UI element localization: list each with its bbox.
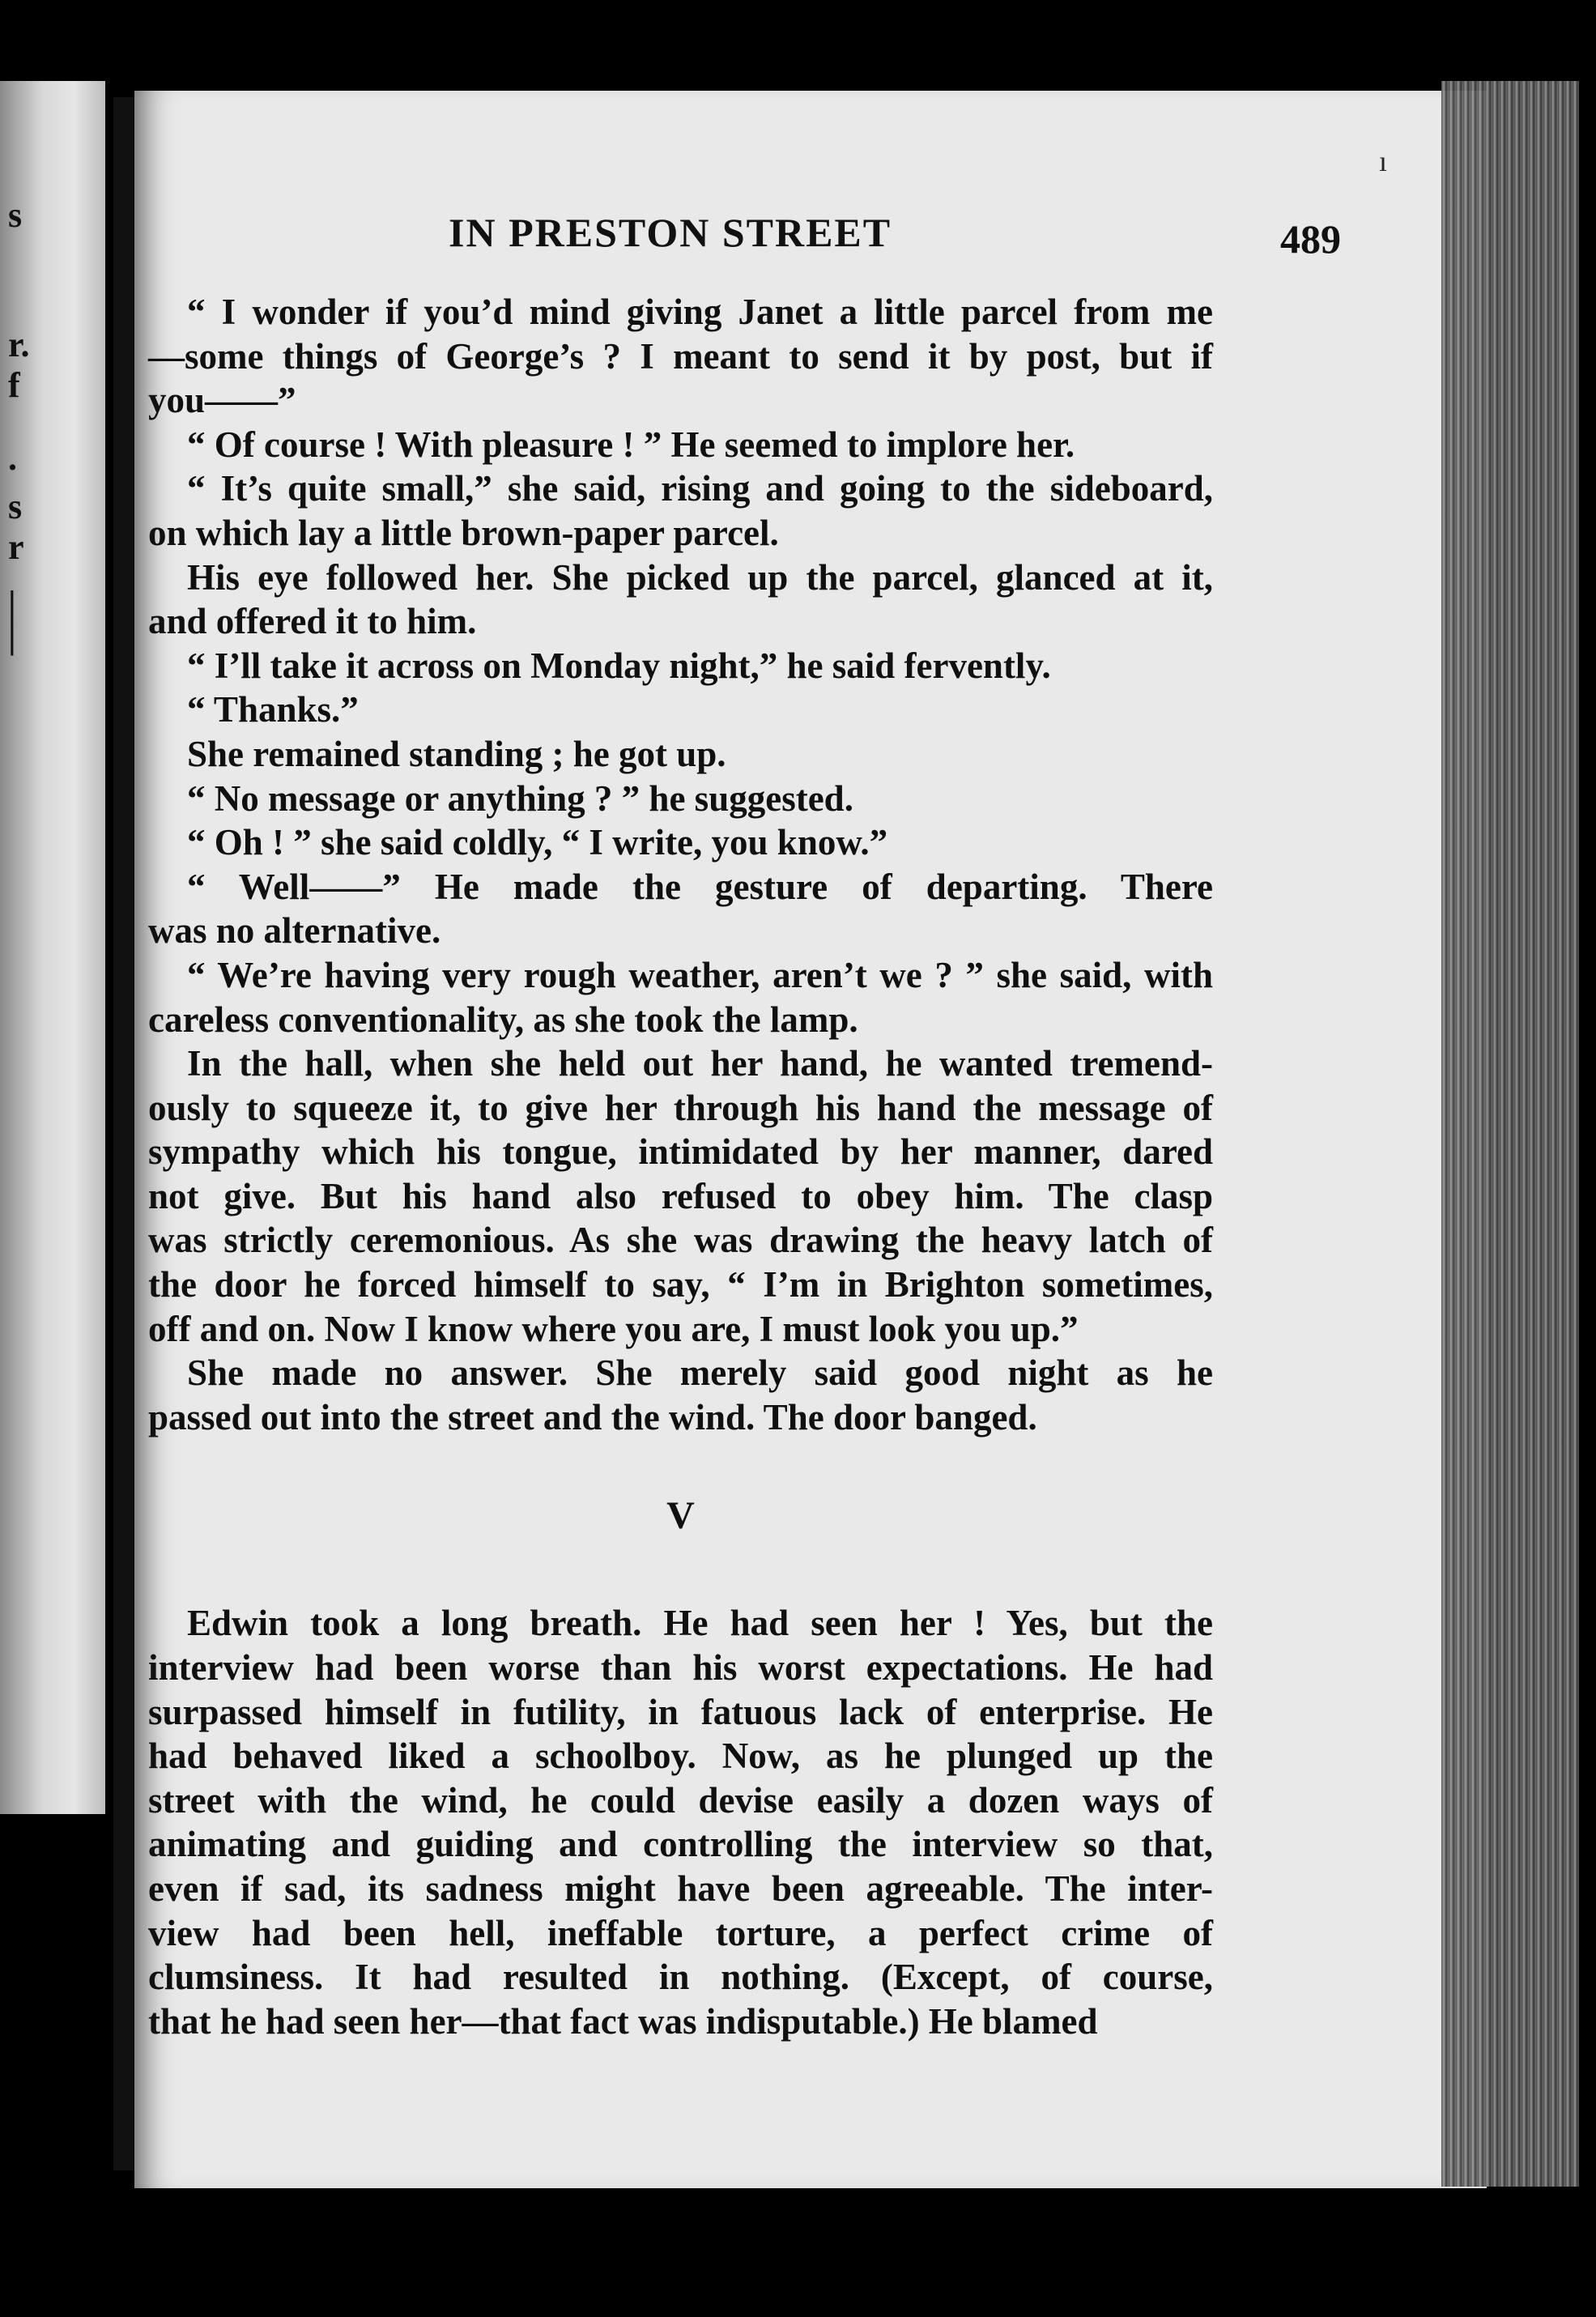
paragraph [148,953,1213,1041]
paragraph [148,423,1213,467]
facing-page-edge [0,81,113,1814]
text-line: “ I wonder if you’d mind giving Janet a little parcel from me [187,292,1213,332]
paragraph [148,1351,1213,1439]
running-head: IN PRESTON STREET [449,210,892,255]
paragraph [148,820,1213,865]
paragraph [148,777,1213,821]
text-line: you——” [148,380,296,421]
body-text [148,290,1213,2043]
text-line: His eye followed her. She picked up the parcel, glanced at it, [187,556,1213,598]
text-line: “ Of course ! With pleasure ! ” He seemed to implore her. [187,424,1075,465]
text-line: was strictly ceremonious. As she was drawing the heavy latch of [148,1220,1213,1261]
text-line: ously to squeeze it, to give her through his hand the message of [148,1087,1213,1128]
paragraph [148,1041,1213,1351]
facing-page-fragment: | [8,584,16,624]
text-line: surpassed himself in futility, in fatuous lack of enterprise. He [148,1691,1213,1732]
text-line: view had been hell, ineffable torture, a perfect crime of [148,1912,1213,1953]
paragraph [148,466,1213,555]
text-line: —some things of George’s ? I meant to send it by post, but if [148,335,1213,377]
text-line: “ No message or anything ? ” he suggested. [187,777,853,819]
text-line: interview had been worse than his worst expectations. He had [148,1647,1213,1689]
facing-page-fragment: | [8,616,16,656]
paragraph [148,290,1213,423]
facing-page-fragment: s [8,195,23,235]
section-v-opening [148,1601,1213,2043]
text-line: on which lay a little brown-paper parcel. [148,512,779,553]
section-break [148,1439,1213,1601]
text-line: “ Thanks.” [187,689,359,730]
paragraph [148,732,1213,777]
page-number: 489 [1280,216,1341,262]
text-line: careless conventionality, as she took the lamp. [148,999,858,1040]
text-line: that he had seen her—that fact was indisputable.) He blamed [148,2000,1098,2042]
text-line: She remained standing ; he got up. [187,733,726,774]
text-line: sympathy which his tongue, intimidated by her manner, dared [148,1131,1213,1173]
text-line: was no alternative. [148,910,441,952]
text-line: “ I’ll take it across on Monday night,” he said fervently. [187,645,1051,686]
text-line: animating and guiding and controlling the interview so that, [148,1824,1213,1865]
text-line: “ Well——” He made the gesture of departing. There [187,866,1213,907]
paragraph [148,865,1213,953]
paragraph [148,644,1213,688]
text-line: “ It’s quite small,” she said, rising and going to the sideboard, [187,468,1213,509]
paragraph [148,1601,1213,2043]
text-line: the door he forced himself to say, “ I’m in Brighton sometimes, [148,1264,1213,1305]
text-line: not give. But his hand also refused to obey him. The clasp [148,1175,1213,1216]
facing-page-fragment: s [8,487,23,526]
text-line: even if sad, its sadness might have been agreeable. The inter- [148,1868,1213,1909]
text-line: passed out into the street and the wind. The door banged. [148,1396,1037,1437]
page-header [304,209,1341,266]
paragraph [148,688,1213,732]
text-line: “ Oh ! ” she said coldly, “ I write, you know.” [187,822,888,863]
text-line: In the hall, when she held out her hand, he wanted tremend- [187,1043,1213,1084]
text-line: clumsiness. It had resulted in nothing. (Except, of course, [148,1957,1213,1998]
margin-mark: ı [1379,145,1388,177]
page-stack-edge [1441,81,1579,2187]
text-line: “ We’re having very rough weather, aren’t we ? ” she said, with [187,954,1213,995]
text-line: had behaved liked a schoolboy. Now, as he plunged up the [148,1736,1213,1777]
facing-page-fragment: f [8,365,20,405]
text-line: Edwin took a long breath. He had seen her ! Yes, but the [187,1603,1213,1644]
facing-page-fragment: r [8,527,24,567]
text-line: and offered it to him. [148,601,477,642]
section-iv-ending [148,290,1213,1439]
facing-page-fragment: r. [8,325,30,364]
text-line: street with the wind, he could devise easily a dozen ways of [148,1779,1213,1821]
facing-page-fragment: . [8,438,17,478]
text-line: She made no answer. She merely said good night as he [187,1352,1213,1394]
text-line: off and on. Now I know where you are, I must look you up.” [148,1308,1079,1349]
section-number: V [666,1494,695,1538]
book-gutter [113,97,134,2170]
paragraph [148,556,1213,644]
